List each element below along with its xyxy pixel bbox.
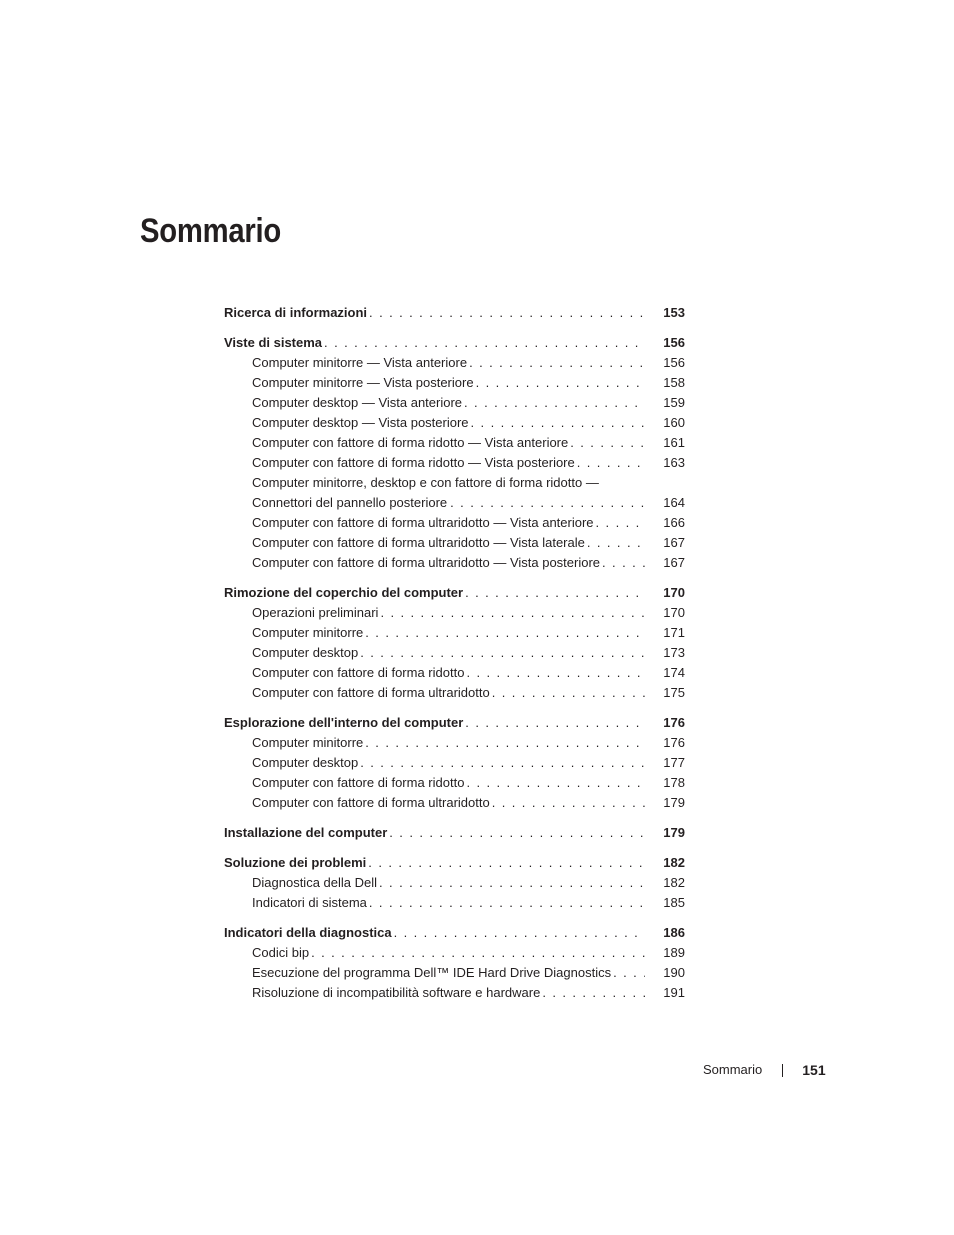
toc-subsection-entry[interactable]	[224, 433, 685, 453]
toc-entry-title: Computer minitorre . . .	[252, 623, 645, 643]
toc-entry-page: 156	[663, 335, 685, 350]
toc-entry-title: Esecuzione del programma Dell™ IDE Hard Drive Diagnostics . . .	[252, 963, 645, 983]
toc-section-entry[interactable]	[224, 583, 685, 603]
footer-section-label: Sommario	[703, 1062, 763, 1077]
toc-entry-title: Computer minitorre, desktop e con fattore di forma ridotto — Connettori del pannello posteriore . . .	[252, 473, 645, 513]
toc-subsection-entry[interactable]	[224, 983, 685, 1003]
toc-entry-title: Indicatori della diagnostica . . .	[224, 923, 645, 943]
toc-subsection-entry[interactable]	[224, 603, 685, 623]
toc-entry-title: Computer desktop — Vista anteriore . . .	[252, 393, 645, 413]
toc-entry-title: Operazioni preliminari . . .	[252, 603, 645, 623]
toc-entry-page: 177	[663, 755, 685, 770]
toc-entry-page: 171	[663, 625, 685, 640]
toc-entry-page: 179	[663, 825, 685, 840]
toc-subsection-entry[interactable]	[224, 533, 685, 553]
page-footer	[703, 1061, 826, 1079]
footer-separator	[782, 1064, 783, 1077]
table-of-contents	[224, 303, 685, 1003]
toc-entry-title: Codici bip . . .	[252, 943, 645, 963]
toc-entry-title: Computer minitorre . . .	[252, 733, 645, 753]
toc-entry-page: 182	[663, 855, 685, 870]
toc-subsection-entry[interactable]	[224, 393, 685, 413]
toc-subsection-entry[interactable]	[224, 893, 685, 913]
toc-entry-page: 158	[663, 375, 685, 390]
toc-entry-title: Computer con fattore di forma ridotto — Vista posteriore . . .	[252, 453, 645, 473]
toc-entry-title: Computer con fattore di forma ultraridotto . . .	[252, 793, 645, 813]
toc-subsection-entry[interactable]	[224, 643, 685, 663]
toc-entry-page: 178	[663, 775, 685, 790]
toc-section-entry[interactable]	[224, 333, 685, 353]
toc-subsection-entry[interactable]	[224, 453, 685, 473]
toc-entry-title: Risoluzione di incompatibilità software e hardware . . .	[252, 983, 645, 1003]
toc-entry-title: Soluzione dei problemi . . .	[224, 853, 645, 873]
toc-subsection-entry[interactable]	[224, 943, 685, 963]
toc-entry-page: 186	[663, 925, 685, 940]
toc-entry-page: 191	[663, 985, 685, 1000]
toc-subsection-entry[interactable]	[224, 683, 685, 703]
toc-entry-page: 182	[663, 875, 685, 890]
toc-entry-page: 190	[663, 965, 685, 980]
toc-entry-page: 159	[663, 395, 685, 410]
toc-entry-page: 176	[663, 735, 685, 750]
toc-section-entry[interactable]	[224, 303, 685, 323]
toc-entry-title: Diagnostica della Dell . . .	[252, 873, 645, 893]
toc-entry-page: 175	[663, 685, 685, 700]
toc-entry-title: Computer con fattore di forma ultraridotto . . .	[252, 683, 645, 703]
toc-subsection-entry[interactable]	[224, 773, 685, 793]
toc-entry-title: Computer con fattore di forma ultraridotto — Vista posteriore . . .	[252, 553, 645, 573]
toc-entry-page: 185	[663, 895, 685, 910]
toc-entry-page: 163	[663, 455, 685, 470]
toc-subsection-entry[interactable]	[224, 623, 685, 643]
toc-entry-page: 164	[663, 495, 685, 510]
toc-entry-page: 170	[663, 605, 685, 620]
toc-subsection-entry[interactable]	[224, 473, 685, 513]
footer-page-number: 151	[802, 1062, 826, 1078]
toc-subsection-entry[interactable]	[224, 733, 685, 753]
toc-entry-page: 166	[663, 515, 685, 530]
toc-entry-title: Computer con fattore di forma ultraridotto — Vista laterale . . .	[252, 533, 645, 553]
toc-section-entry[interactable]	[224, 713, 685, 733]
toc-entry-title: Computer desktop . . .	[252, 753, 645, 773]
toc-entry-title: Computer con fattore di forma ridotto . . .	[252, 773, 645, 793]
toc-entry-title: Computer minitorre — Vista anteriore . . .	[252, 353, 645, 373]
toc-entry-page: 153	[663, 305, 685, 320]
toc-entry-page: 167	[663, 555, 685, 570]
toc-entry-page: 189	[663, 945, 685, 960]
toc-entry-page: 160	[663, 415, 685, 430]
toc-subsection-entry[interactable]	[224, 793, 685, 813]
toc-entry-page: 156	[663, 355, 685, 370]
toc-subsection-entry[interactable]	[224, 753, 685, 773]
toc-entry-page: 173	[663, 645, 685, 660]
toc-entry-page: 174	[663, 665, 685, 680]
toc-subsection-entry[interactable]	[224, 413, 685, 433]
page-title: Sommario	[140, 212, 281, 250]
toc-entry-page: 179	[663, 795, 685, 810]
toc-subsection-entry[interactable]	[224, 963, 685, 983]
toc-entry-title: Computer minitorre — Vista posteriore . . .	[252, 373, 645, 393]
toc-entry-title: Installazione del computer . . .	[224, 823, 645, 843]
toc-entry-title: Computer desktop . . .	[252, 643, 645, 663]
toc-entry-page: 161	[663, 435, 685, 450]
toc-entry-title: Ricerca di informazioni . . .	[224, 303, 645, 323]
toc-subsection-entry[interactable]	[224, 373, 685, 393]
toc-entry-title: Computer con fattore di forma ridotto — Vista anteriore . . .	[252, 433, 645, 453]
toc-entry-title: Computer con fattore di forma ridotto . . .	[252, 663, 645, 683]
toc-subsection-entry[interactable]	[224, 353, 685, 373]
toc-entry-title: Viste di sistema . . .	[224, 333, 645, 353]
toc-subsection-entry[interactable]	[224, 553, 685, 573]
toc-subsection-entry[interactable]	[224, 513, 685, 533]
toc-entry-title: Indicatori di sistema . . .	[252, 893, 645, 913]
toc-entry-page: 176	[663, 715, 685, 730]
toc-entry-title: Computer desktop — Vista posteriore . . .	[252, 413, 645, 433]
toc-entry-title: Rimozione del coperchio del computer . . .	[224, 583, 645, 603]
toc-entry-title: Esplorazione dell'interno del computer . . .	[224, 713, 645, 733]
toc-section-entry[interactable]	[224, 823, 685, 843]
toc-subsection-entry[interactable]	[224, 873, 685, 893]
toc-section-entry[interactable]	[224, 923, 685, 943]
toc-subsection-entry[interactable]	[224, 663, 685, 683]
toc-entry-page: 170	[663, 585, 685, 600]
toc-entry-title: Computer con fattore di forma ultraridotto — Vista anteriore . . .	[252, 513, 645, 533]
toc-entry-page: 167	[663, 535, 685, 550]
toc-section-entry[interactable]	[224, 853, 685, 873]
